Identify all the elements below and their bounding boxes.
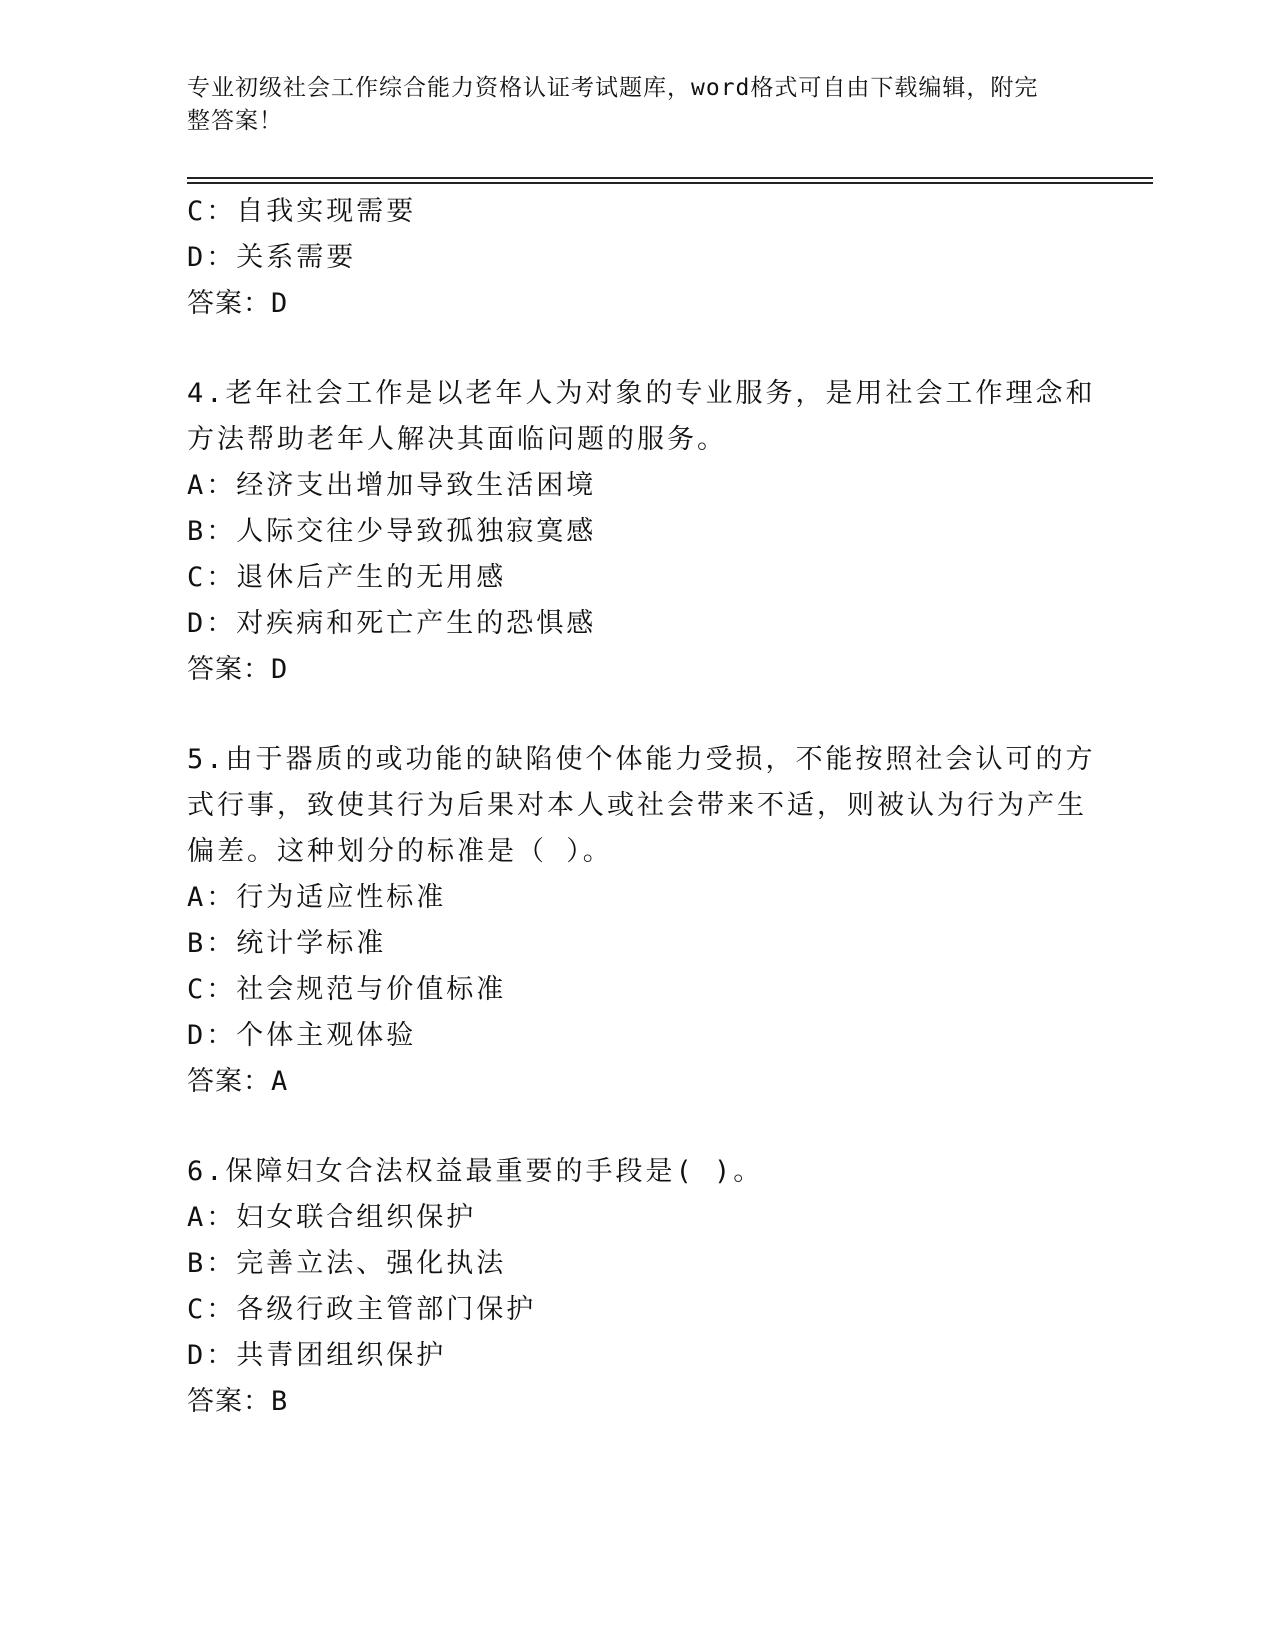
- header-divider-bottom: [187, 182, 1153, 184]
- answer-line: 答案：A: [187, 1066, 289, 1097]
- question-text-line: 6.保障妇女合法权益最重要的手段是( )。: [187, 1156, 764, 1187]
- option-a: A：经济支出增加导致生活困境: [187, 470, 597, 501]
- option-c: C：退休后产生的无用感: [187, 562, 507, 593]
- option-b: B：统计学标准: [187, 928, 387, 959]
- question-text-line: 方法帮助老年人解决其面临问题的服务。: [187, 424, 727, 455]
- header-line-2: 整答案！: [187, 108, 283, 134]
- answer-line: 答案：D: [187, 654, 289, 685]
- option-a: A：行为适应性标准: [187, 882, 447, 913]
- option-a: A：妇女联合组织保护: [187, 1202, 477, 1233]
- spacer: [187, 693, 1067, 737]
- spacer: [187, 327, 1067, 371]
- question-text-line: 式行事，致使其行为后果对本人或社会带来不适，则被认为行为产生: [187, 790, 1087, 821]
- header-divider-top: [187, 177, 1153, 179]
- option-c: C：各级行政主管部门保护: [187, 1294, 537, 1325]
- option-b: B：人际交往少导致孤独寂寞感: [187, 516, 597, 547]
- question-text-line: 偏差。这种划分的标准是（ ）。: [187, 836, 613, 867]
- answer-line: 答案：B: [187, 1386, 289, 1417]
- header-line-1: 专业初级社会工作综合能力资格认证考试题库，word格式可自由下载编辑，附完: [187, 75, 1039, 101]
- option-d: D：关系需要: [187, 242, 357, 273]
- option-c: C：社会规范与价值标准: [187, 974, 507, 1005]
- question-3-continuation: [187, 189, 1067, 327]
- option-c: C：自我实现需要: [187, 196, 417, 227]
- document-header: [187, 72, 1067, 138]
- answer-line: 答案：D: [187, 288, 289, 319]
- option-d: D：共青团组织保护: [187, 1340, 447, 1371]
- question-text-line: 4.老年社会工作是以老年人为对象的专业服务，是用社会工作理念和: [187, 378, 1096, 409]
- question-5: [187, 737, 1096, 1105]
- question-text-line: 5.由于器质的或功能的缺陷使个体能力受损，不能按照社会认可的方: [187, 744, 1096, 775]
- document-body: [187, 189, 1096, 1425]
- option-b: B：完善立法、强化执法: [187, 1248, 507, 1279]
- question-6: [187, 1149, 1067, 1425]
- spacer: [187, 1105, 1067, 1149]
- option-d: D：个体主观体验: [187, 1020, 417, 1051]
- option-d: D：对疾病和死亡产生的恐惧感: [187, 608, 597, 639]
- question-4: [187, 371, 1096, 693]
